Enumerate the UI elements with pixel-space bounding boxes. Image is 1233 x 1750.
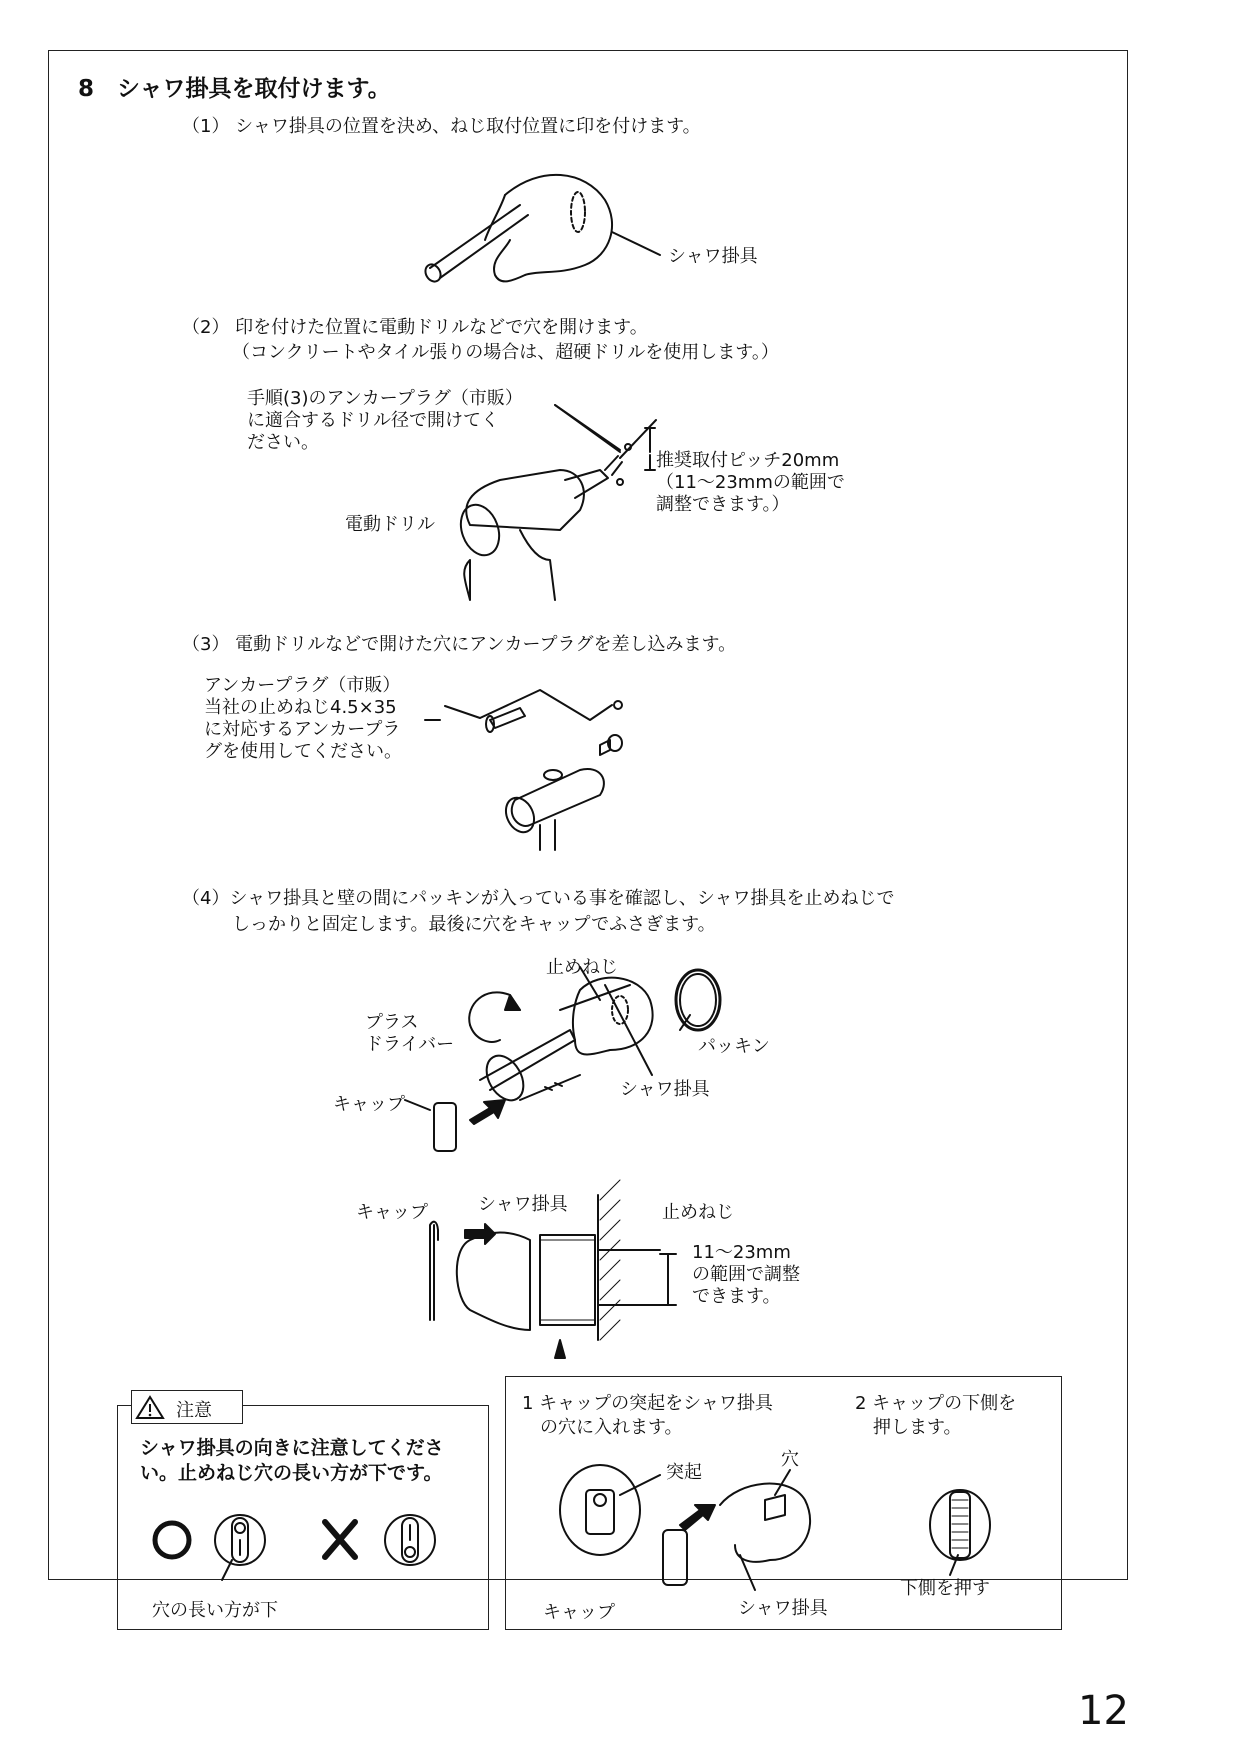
step4-label-cap: キャップ <box>333 1094 405 1115</box>
caution-header <box>131 1390 243 1424</box>
step2-drill-label: 電動ドリル <box>345 514 435 535</box>
cap-step1-text: 1 キャップの突起をシャワ掛具 の穴に入れます。 <box>522 1393 773 1438</box>
step3-anchor-note: アンカープラグ（市販） 当社の止めねじ4.5×35 に対応するアンカープラ グを使用してください。 <box>204 675 402 762</box>
caution-caption: 穴の長い方が下 <box>152 1600 278 1621</box>
step2-drill-note: 手順(3)のアンカープラグ（市販） に適合するドリル径で開けてく ださい。 <box>247 388 523 453</box>
cap-label-cap: キャップ <box>543 1602 615 1623</box>
step3-text: （3） 電動ドリルなどで開けた穴にアンカープラグを差し込みます。 <box>182 634 737 655</box>
cap-label-holder: シャワ掛具 <box>738 1598 828 1619</box>
step4-line1: （4）シャワ掛具と壁の間にパッキンが入っている事を確認し、シャワ掛具を止めねじで <box>182 888 895 909</box>
cap-label-protrusion: 突起 <box>666 1462 702 1483</box>
cap-step2-text: 2 キャップの下側を 押します。 <box>855 1393 1017 1438</box>
cap-label-hole: 穴 <box>781 1449 799 1470</box>
section-label-screw: 止めねじ <box>662 1202 734 1223</box>
cap-label-press: 下側を押す <box>900 1578 990 1599</box>
step2-line2: （コンクリートやタイル張りの場合は、超硬ドリルを使用します。） <box>232 342 779 363</box>
section-title: 8 シャワ掛具を取付けます。 <box>78 76 391 102</box>
caution-text: シャワ掛具の向きに注意してくださ い。止めねじ穴の長い方が下です。 <box>140 1437 444 1484</box>
page-frame <box>48 50 1128 1580</box>
section-label-holder: シャワ掛具 <box>478 1194 568 1215</box>
page-number: 12 <box>1078 1688 1129 1734</box>
step1-text: （1） シャワ掛具の位置を決め、ねじ取付位置に印を付けます。 <box>182 116 701 137</box>
step4-label-holder: シャワ掛具 <box>620 1079 710 1100</box>
step2-line1: （2） 印を付けた位置に電動ドリルなどで穴を開けます。 <box>182 317 648 338</box>
caution-title: 注意 <box>176 1400 212 1421</box>
step1-label-holder: シャワ掛具 <box>668 246 758 267</box>
step4-label-packing: パッキン <box>698 1036 770 1057</box>
step4-line2: しっかりと固定します。最後に穴をキャップでふさぎます。 <box>232 914 716 935</box>
step2-pitch-note: 推奨取付ピッチ20mm （11～23mmの範囲で 調整できます。） <box>656 450 845 515</box>
step4-label-driver: プラス ドライバー <box>365 1012 455 1055</box>
section-label-cap: キャップ <box>356 1202 428 1223</box>
step4-label-screw: 止めねじ <box>546 957 618 978</box>
section-label-range: 11～23mm の範囲で調整 できます。 <box>692 1242 800 1307</box>
